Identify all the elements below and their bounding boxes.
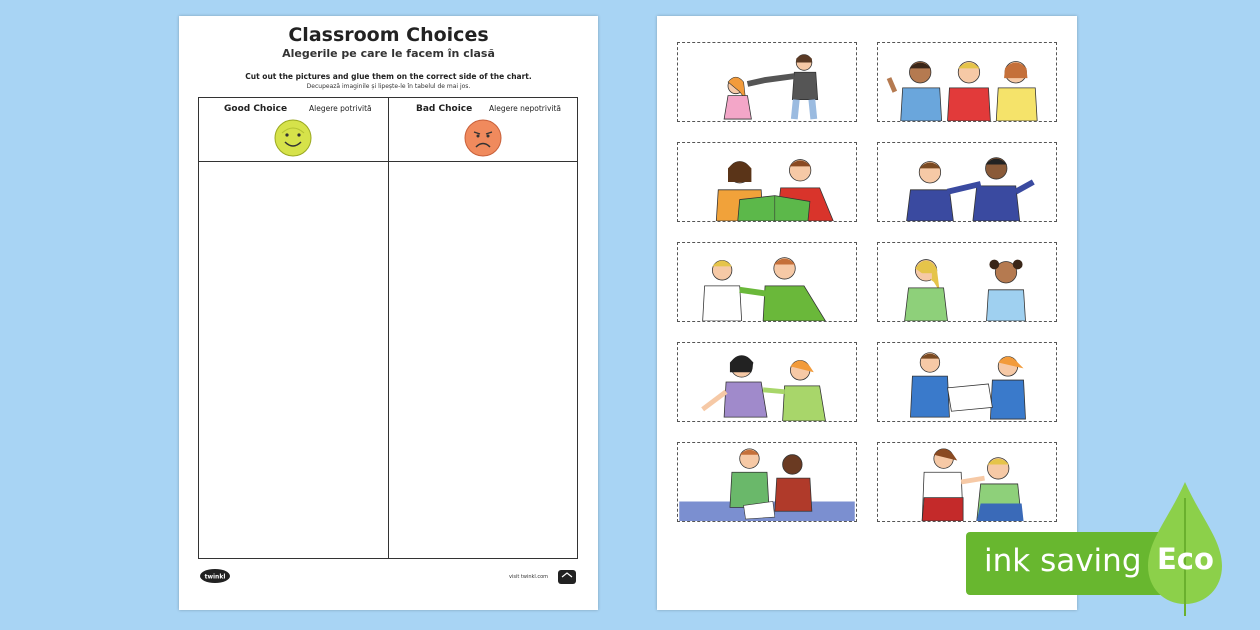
sad-face-icon	[464, 119, 502, 157]
scene-card-comforting-friend	[877, 442, 1057, 522]
cutout-cards-page	[657, 16, 1077, 610]
footer-badge-icon	[557, 568, 577, 586]
whispering-secret-illustration	[878, 143, 1056, 221]
sitting-at-desk-illustration	[678, 443, 856, 521]
eco-label: Eco	[1157, 542, 1214, 576]
scene-card-pushing	[677, 342, 857, 422]
twinkl-logo-icon	[199, 568, 231, 584]
scene-card-pulling-hair	[677, 42, 857, 122]
friends-arms-around-illustration	[878, 43, 1056, 121]
good-choice-header	[199, 98, 388, 161]
worksheet-chart-page	[179, 16, 598, 610]
worksheet-subtitle: Alegerile pe care le facem în clasă	[282, 47, 495, 60]
pushing-illustration	[678, 343, 856, 421]
bad-choice-label-ro: Alegere nepotrivită	[489, 104, 562, 113]
good-choice-label-ro: Alegere potrivită	[309, 104, 372, 113]
scene-card-hand-on-shoulder	[677, 242, 857, 322]
footer-url: visit twinkl.com	[509, 574, 549, 580]
bad-choice-label: Bad Choice	[416, 104, 473, 114]
instruction-text-ro: Decupează imaginile și lipește-le în tabelul de mai jos.	[306, 83, 471, 90]
reading-together-illustration	[678, 143, 856, 221]
sharing-paper-illustration	[878, 343, 1056, 421]
header-divider	[199, 161, 577, 162]
comforting-friend-illustration	[878, 443, 1056, 521]
good-choice-label: Good Choice	[224, 104, 288, 114]
scene-card-whispering-secret	[877, 142, 1057, 222]
hand-on-shoulder-illustration	[678, 243, 856, 321]
ink-saving-label: ink saving	[984, 543, 1142, 579]
crying-girl-illustration	[878, 243, 1056, 321]
happy-face-icon	[274, 119, 312, 157]
scene-card-sitting-at-desk	[677, 442, 857, 522]
bad-choice-header	[389, 98, 578, 161]
scene-card-reading-together	[677, 142, 857, 222]
instruction-text: Cut out the pictures and glue them on the correct side of the chart.	[245, 72, 532, 81]
worksheet-title: Classroom Choices	[288, 24, 489, 46]
scene-card-crying-girl	[877, 242, 1057, 322]
svg-text:twinkl: twinkl	[204, 573, 226, 581]
scene-card-friends-arms-around	[877, 42, 1057, 122]
sorting-chart	[198, 97, 578, 559]
pulling-hair-illustration	[678, 43, 856, 121]
scene-card-sharing-paper	[877, 342, 1057, 422]
column-divider	[388, 98, 389, 558]
